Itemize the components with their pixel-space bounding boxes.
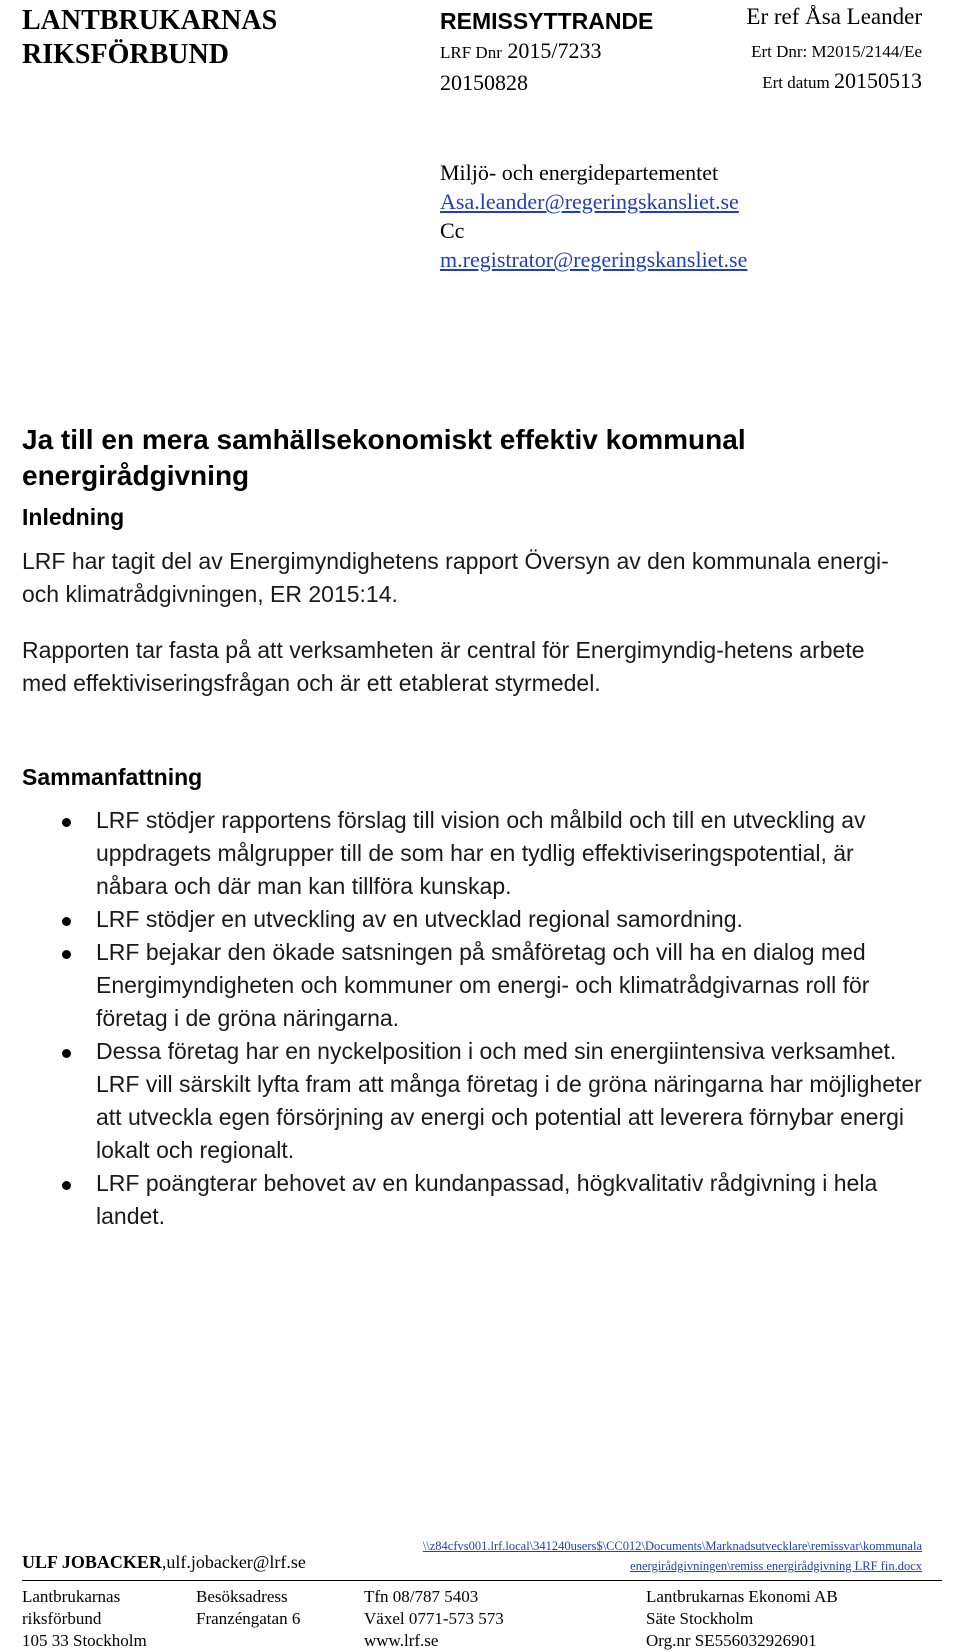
summary-item <box>22 936 922 1035</box>
summary-item-text: LRF bejakar den ökade satsningen på småföretag och vill ha en dialog med Energimyndigheten och kommuner om energi- och klimatrådgivarnas roll för företag i de gröna näringarna. <box>96 939 870 1031</box>
summary-item <box>22 1035 922 1167</box>
summary-item-text: LRF poängterar behovet av en kundanpassad, högkvalitativ rådgivning i hela landet. <box>96 1170 878 1229</box>
document-date: 20150828 <box>440 70 528 95</box>
lrf-dnr-value: 2015/7233 <box>507 38 602 63</box>
file-path-line-1[interactable]: \\z84cfvs001.lrf.local\341240users$\CC012\Documents\Marknadsutvecklare\remissvar\kommunala <box>422 1539 922 1553</box>
footer-author <box>22 1552 306 1573</box>
intro-paragraph-2: Rapporten tar fasta på att verksamheten är central för Energimyndig-hetens arbete med effektiviseringsfrågan och är ett etablerat styrmedel. <box>22 637 865 696</box>
footer-col-contact <box>364 1586 504 1652</box>
document-type: REMISSYTTRANDE <box>440 8 654 34</box>
author-email: ,ulf.jobacker@lrf.se <box>161 1552 306 1572</box>
footer-col-company <box>646 1586 838 1652</box>
ert-datum-value: 20150513 <box>834 68 922 93</box>
footer-org-line: Lantbrukarnas <box>22 1587 121 1606</box>
author-name: ULF JOBACKER <box>22 1552 162 1572</box>
recipient-department: Miljö- och energidepartementet <box>440 160 719 185</box>
cc-label: Cc <box>440 218 465 243</box>
bullet-icon <box>62 818 71 827</box>
recipient-email-link[interactable]: Asa.leander@regeringskansliet.se <box>440 189 739 214</box>
org-name-line2: RIKSFÖRBUND <box>22 39 229 70</box>
summary-item-text: LRF stödjer rapportens förslag till vision och målbild och till en utveckling av uppdragets målgrupper till de som har en tydlig effektiviseringspotential, är nåbara och där man kan tillföra kunskap. <box>96 807 866 899</box>
footer-website[interactable]: www.lrf.se <box>364 1631 439 1650</box>
summary-item <box>22 1167 922 1233</box>
org-name-line1: LANTBRUKARNAS <box>22 5 278 36</box>
summary-list <box>22 804 922 1233</box>
footer-address-line: Franzéngatan 6 <box>196 1609 301 1628</box>
ert-datum <box>762 68 922 94</box>
ert-dnr: Ert Dnr: M2015/2144/Ee <box>751 42 922 61</box>
intro-heading: Inledning <box>22 504 125 530</box>
footer-col-org <box>22 1586 147 1652</box>
bullet-icon <box>62 1049 71 1058</box>
summary-heading: Sammanfattning <box>22 764 203 790</box>
footer-company-line: Org.nr SE556032926901 <box>646 1631 817 1650</box>
footer-switchboard: Växel 0771-573 573 <box>364 1609 504 1628</box>
footer-org-line: 105 33 Stockholm <box>22 1631 147 1650</box>
lrf-dnr <box>440 38 602 64</box>
document-title: Ja till en mera samhällsekonomiskt effektiv kommunal energirådgivning <box>22 424 746 491</box>
lrf-dnr-label: LRF Dnr <box>440 43 502 62</box>
intro-paragraph-1: LRF har tagit del av Energimyndighetens rapport Översyn av den kommunala energi- och klimatrådgivningen, ER 2015:14. <box>22 548 889 607</box>
summary-item <box>22 804 922 903</box>
footer-divider <box>22 1580 942 1581</box>
summary-item <box>22 903 922 936</box>
recipient-block <box>440 158 747 274</box>
file-path-line-2[interactable]: energirådgivningen\remiss energirådgivning LRF fin.docx <box>630 1559 922 1573</box>
summary-item-text: Dessa företag har en nyckelposition i och med sin energiintensiva verksamhet. LRF vill särskilt lyfta fram att många företag i de gröna näringarna har möjligheter att utveckla egen försörjning av energi och potential att leverera förnybar energi lokalt och regionalt. <box>96 1038 922 1163</box>
footer-address-line: Besöksadress <box>196 1587 288 1606</box>
ert-datum-label: Ert datum <box>762 73 830 92</box>
cc-email-link[interactable]: m.registrator@regeringskansliet.se <box>440 247 748 272</box>
bullet-icon <box>62 1181 71 1190</box>
footer-company-line: Säte Stockholm <box>646 1609 754 1628</box>
organisation-name <box>22 4 277 72</box>
footer-org-line: riksförbund <box>22 1609 102 1628</box>
footer-company-line: Lantbrukarnas Ekonomi AB <box>646 1587 838 1606</box>
bullet-icon <box>62 950 71 959</box>
footer-col-address <box>196 1586 300 1630</box>
summary-item-text: LRF stödjer en utveckling av en utvecklad regional samordning. <box>96 906 743 932</box>
footer-phone: Tfn 08/787 5403 <box>364 1587 479 1606</box>
bullet-icon <box>62 917 71 926</box>
er-ref: Er ref Åsa Leander <box>746 4 922 29</box>
